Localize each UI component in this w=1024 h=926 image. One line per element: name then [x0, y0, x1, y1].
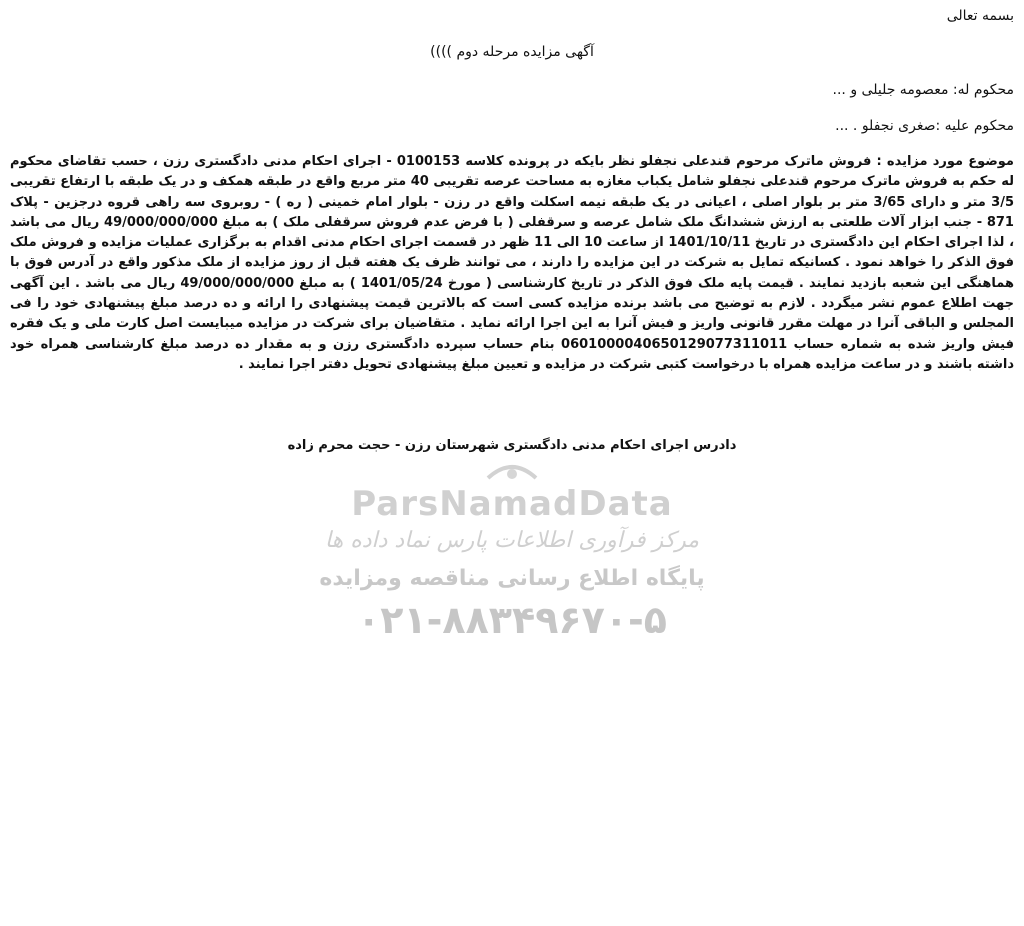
watermark-logo-icon	[0, 460, 1024, 486]
watermark-phone: ۰۲۱-۸۸۳۴۹۶۷۰-۵	[357, 598, 667, 642]
notice-title: آگهی مزایده مرحله دوم ))))	[430, 44, 594, 60]
plaintiff-line: محکوم له: معصومه جلیلی و ...	[832, 82, 1014, 98]
notice-body: موضوع مورد مزایده : فروش ماترک مرحوم قندعلی نجفلو نظر بایکه در پرونده کلاسه 0100153 - اجرای احکام مدنی دادگستری رزن ، حسب تقاضای محکوم له حکم به فروش ماترک مرحوم قندعلی نجفلو شامل یکباب مغازه به مساحت عرصه تقریبی 40 متر مربع واقع در طبقه همکف و در یک طبقه با ارتفاع تقریبی 3/5 متر و دارای 3/65 متر بر بلوار اصلی ، اعیانی در یک طبقه نیمه اسکلت واقع در رزن - بلوار امام خمینی ( ره ) - روبروی سه راهی قروه درجزین - پلاک 871 - جنب ابزار آلات طلعتی به ارزش ششدانگ ملک شامل عرصه و سرقفلی ( با فرض عدم فروش سرقفلی ملک ) به مبلغ 49/000/000/000 ریال می باشد ، لذا اجرای احکام این دادگستری در تاریخ 1401/10/11 از ساعت 10 الی 11 ظهر در قسمت اجرای احکام مدنی اقدام به برگزاری عملیات مزایده و فروش ملک فوق الذکر را خواهد نمود . کسانیکه تمایل به شرکت در این مزایده را دارند ، می توانند ظرف یک هفته قبل از روز مزایده از ملک مذکور واقع در آدرس فوق با هماهنگی این شعبه بازدید نمایند . قیمت پایه ملک فوق الذکر در تاریخ کارشناسی ( مورخ 1401/05/24 ) به مبلغ 49/000/000/000 ریال می باشد . این آگهی جهت اطلاع عموم نشر میگردد . لازم به توضیح می باشد برنده مزایده کسی است که بالاترین قیمت پیشنهادی را ارائه و ده درصد مبلغ پیشنهادی خود را فی المجلس و الباقی آنرا در مهلت مقرر قانونی واریز و فیش آنرا به این اجرا ارائه نماید . متقاضیان برای شرکت در مزایده میبایست اصل کارت ملی و یک فقره فیش واریز شده به شماره حساب 0601000040650129077311011 بنام حساب سپرده دادگستری رزن و به مقدار ده درصد مبلغ کارشناسی همراه خود داشته باشند و در ساعت مزایده همراه با درخواست کتبی شرکت در مزایده و تعیین مبلغ پیشنهادی تحویل دفتر اجرا نمایند .	[10, 154, 1015, 372]
watermark-company-line: مرکز فرآوری اطلاعات پارس نماد داده ها	[324, 528, 700, 553]
signature-line: دادرس اجرای احکام مدنی دادگستری شهرستان رزن - حجت محرم زاده	[287, 438, 737, 453]
defendant-line: محکوم علیه :صغری نجفلو . ...	[835, 118, 1014, 134]
watermark-brand: ParsNamadData	[351, 484, 673, 524]
watermark-portal-line: پایگاه اطلاع رسانی مناقصه ومزایده	[319, 566, 705, 591]
opening-invocation: بسمه تعالی	[946, 8, 1014, 24]
